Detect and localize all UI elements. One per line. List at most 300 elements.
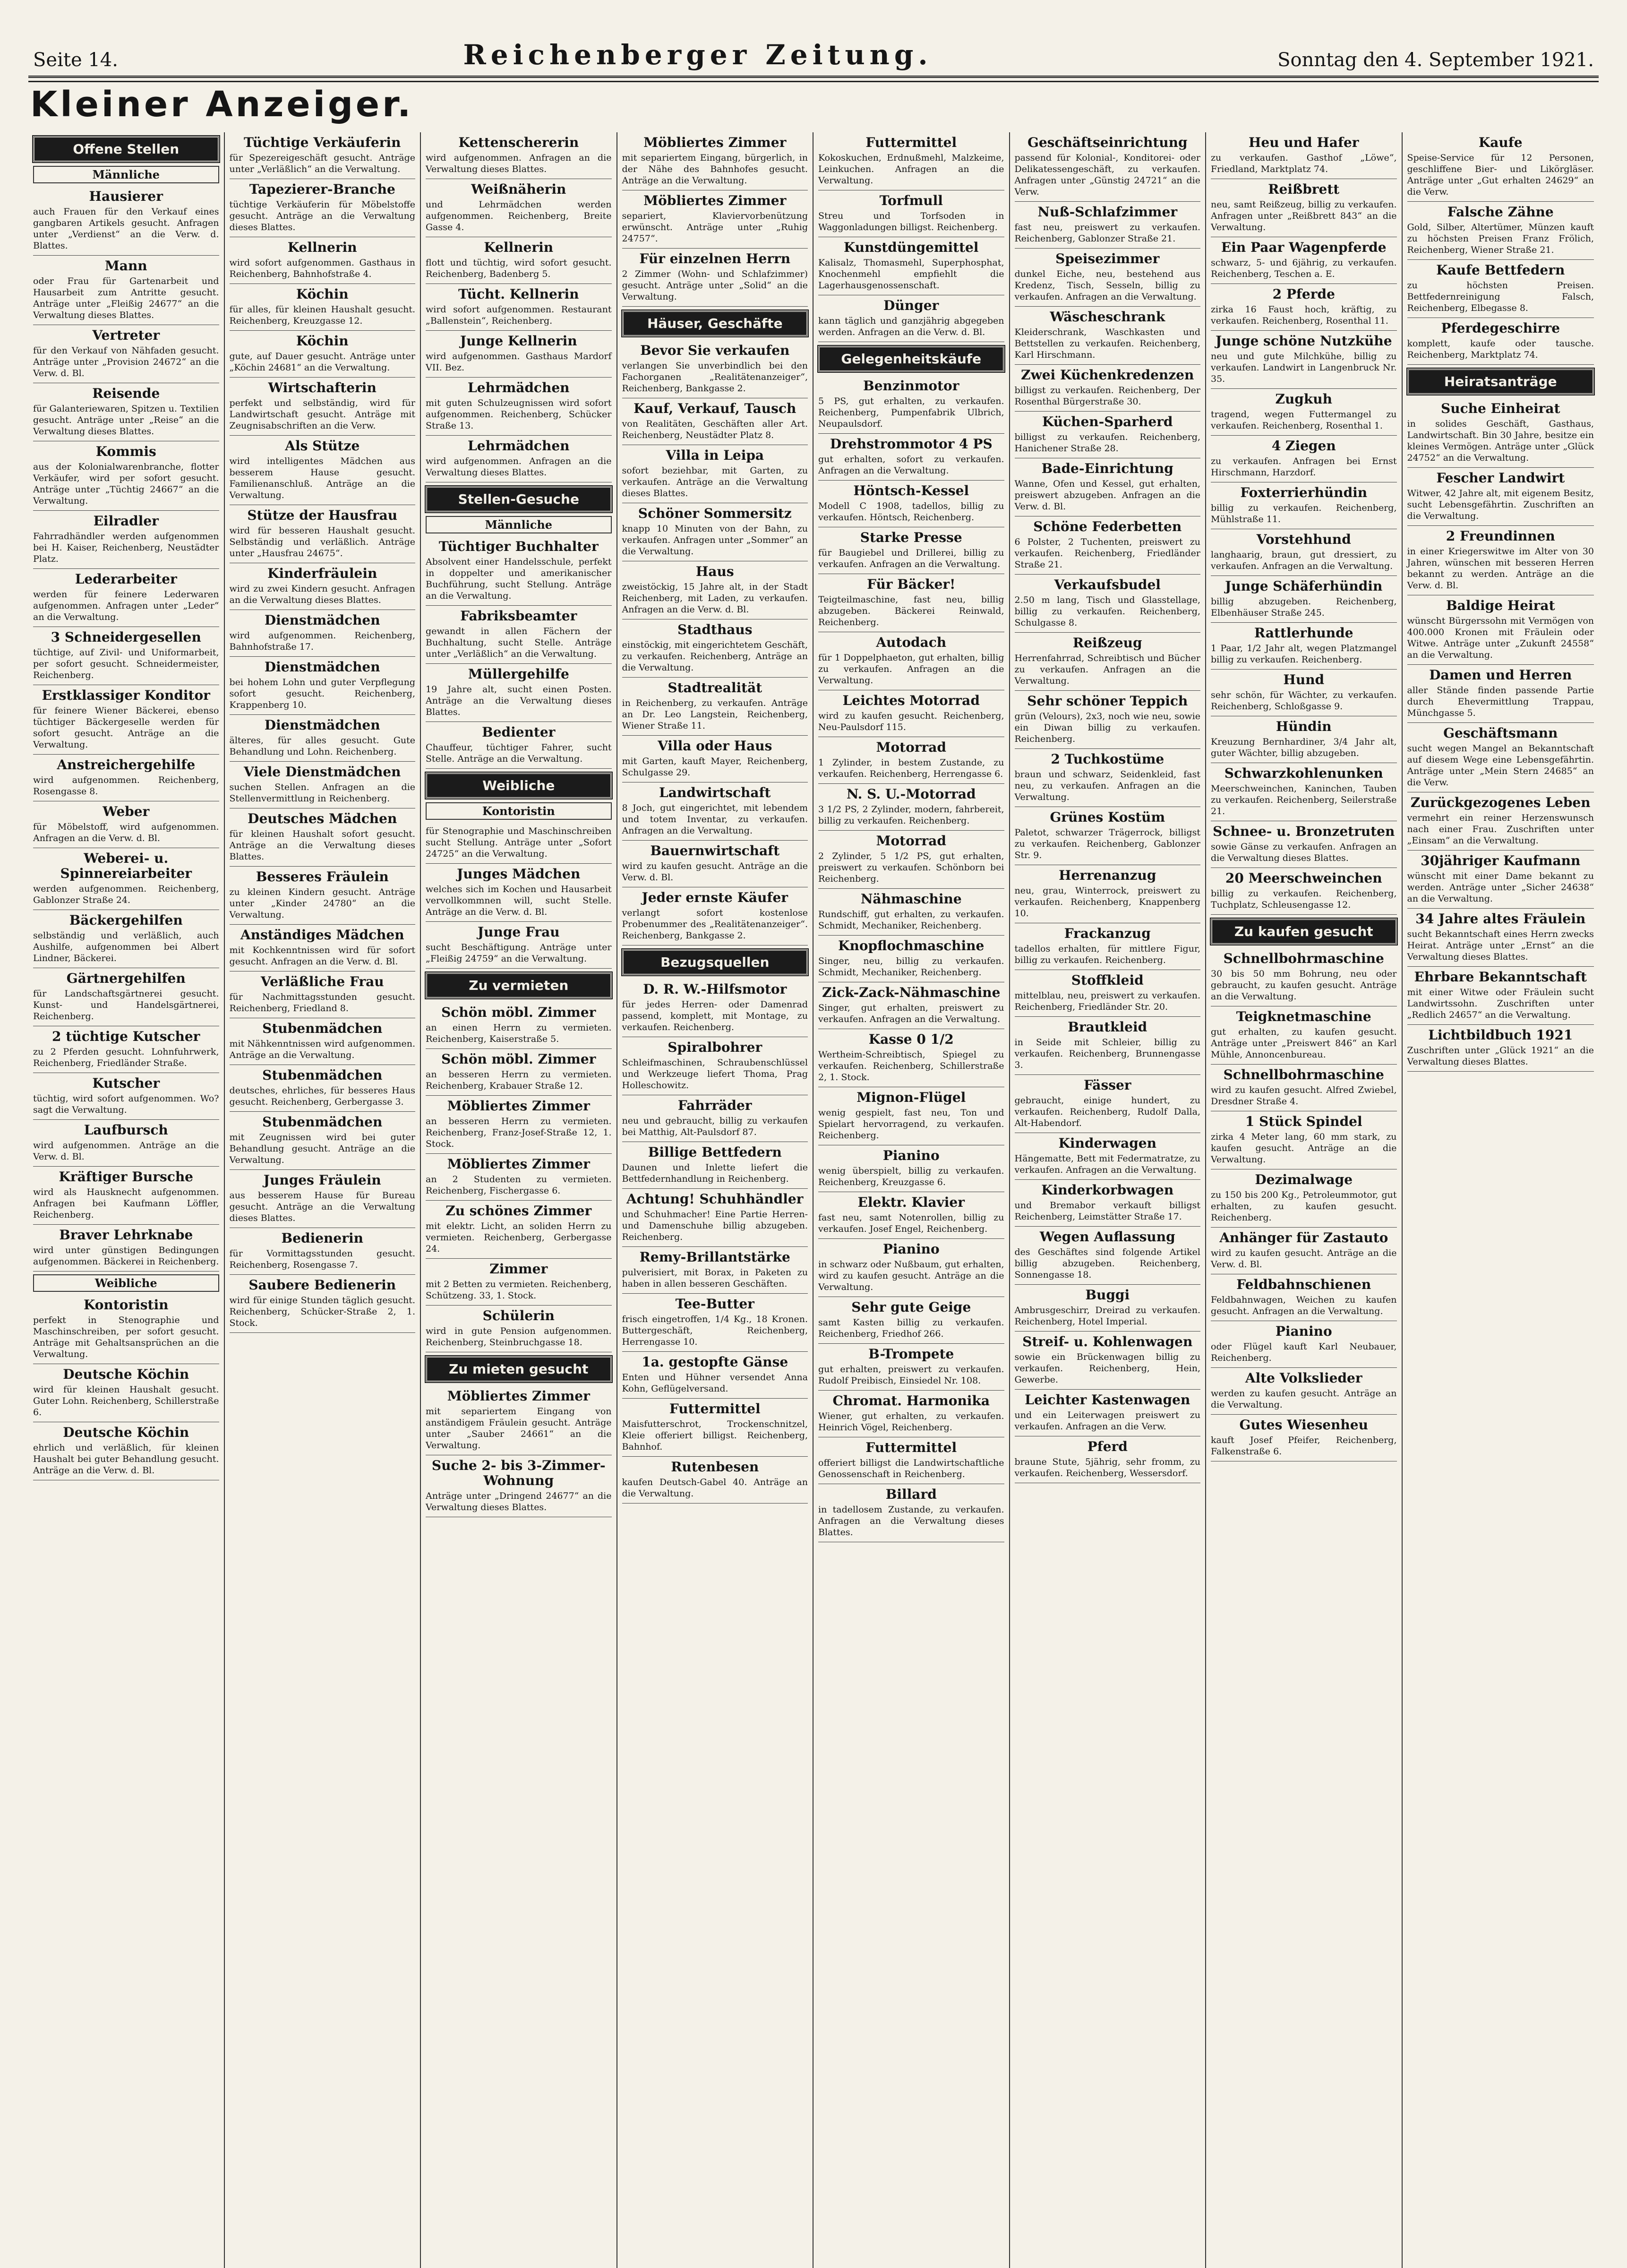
ad-body: an besseren Herrn zu vermieten. Reichenberg, Krabauer Straße 12. [426, 1069, 612, 1091]
classified-ad [1015, 633, 1201, 691]
classified-ad [1211, 132, 1397, 179]
ad-body: Feldbahnwagen, Weichen zu kaufen gesucht. Anfragen an die Verwaltung. [1211, 1295, 1397, 1316]
ad-title: Suche 2- bis 3-Zimmer-Wohnung [431, 1458, 606, 1488]
ad-body: für Galanteriewaren, Spitzen u. Textilien gesucht. Anträge unter „Reise“ an die Verwaltung dieses Blattes. [33, 404, 219, 437]
classified-ad [33, 755, 219, 801]
ad-title: Schwarzkohlenunken [1224, 765, 1383, 781]
classified-ad [818, 1437, 1004, 1484]
classified-ad [230, 925, 416, 971]
ad-title: Stubenmädchen [262, 1067, 383, 1083]
classified-ad [230, 179, 416, 237]
ad-title: Pianino [1275, 1323, 1332, 1339]
ad-body: wird aufgenommen. Gasthaus Mardorf VII. Bez. [426, 351, 612, 373]
ad-title: Buggi [1085, 1287, 1130, 1303]
ad-title: 34 Jahre altes Fräulein [1415, 911, 1586, 927]
classified-ad [1015, 923, 1201, 970]
ad-title: Bedienter [482, 724, 556, 740]
ad-body: wird aufgenommen. Reichenberg, Bahnhofstraße 17. [229, 630, 415, 652]
ad-body: Hängematte, Bett mit Federmatratze, zu verkaufen. Anfragen an die Verwaltung. [1014, 1153, 1200, 1175]
ad-body: 3 1/2 PS, 2 Zylinder, modern, fahrbereit, billig zu verkaufen. Reichenberg. [818, 804, 1004, 826]
ad-title: Stubenmädchen [262, 1021, 383, 1036]
classified-ad [818, 889, 1004, 936]
ad-title: Junge Schäferhündin [1225, 578, 1383, 594]
classified-ad [1407, 723, 1594, 792]
classified-ad [1407, 132, 1594, 202]
ad-body: von Realitäten, Geschäften aller Art. Reichenberg, Neustädter Platz 8. [622, 419, 808, 440]
ad-title: Pferd [1087, 1439, 1128, 1454]
ad-body: selbständig und verläßlich, auch Aushilfe, aufgenommen bei Albert Lindner, Bäckerei. [33, 930, 219, 963]
ad-title: Wegen Auflassung [1039, 1229, 1175, 1245]
ad-body: Zuschriften unter „Glück 1921“ an die Verwaltung dieses Blattes. [1407, 1045, 1594, 1067]
ad-body: in Seide mit Schleier, billig zu verkaufen. Reichenberg, Brunnengasse 3. [1014, 1037, 1200, 1070]
ad-body: an besseren Herrn zu vermieten. Reichenberg, Franz-Josef-Straße 12, 1. Stock. [426, 1116, 612, 1149]
ad-body: in einer Kriegerswitwe im Alter von 30 Jahren, wünschen mit besseren Herren bekannt zu werden. Anträge an die Verw. d. Bl. [1407, 546, 1594, 591]
ad-title: Kaufe Bettfedern [1436, 262, 1565, 278]
classified-ad [230, 808, 416, 867]
ad-title: Heu und Hafer [1248, 135, 1359, 150]
ad-body: welches sich im Kochen und Hausarbeit vervollkommnen will, sucht Stelle. Anträge an die Verw. d. Bl. [426, 884, 612, 917]
ad-title: Junge Frau [477, 924, 560, 940]
ad-title: Stadthaus [677, 622, 753, 637]
classified-ad [622, 249, 808, 307]
classified-ad [622, 445, 808, 503]
ad-title: Zu schönes Zimmer [445, 1203, 592, 1219]
ad-title: Kellnerin [484, 240, 554, 255]
ad-title: Schön möbl. Zimmer [441, 1051, 596, 1067]
classified-ad [1407, 526, 1594, 595]
ad-body: Fahrradhändler werden aufgenommen bei H. Kaiser, Reichenberg, Neustädter Platz. [33, 531, 219, 564]
ad-title: Anhänger für Zastauto [1219, 1230, 1388, 1246]
ad-title: Feldbahnschienen [1236, 1277, 1371, 1292]
ad-body: neu und gute Milchkühe, billig zu verkaufen. Landwirt in Langenbruck Nr. 35. [1211, 351, 1397, 384]
classified-ad [230, 715, 416, 762]
ad-body: mit Zeugnissen wird bei guter Behandlung gesucht. Anträge an die Verwaltung. [229, 1132, 415, 1165]
classified-ad [33, 848, 219, 910]
ad-body: wenig überspielt, billig zu verkaufen. Reichenberg, Kreuzgasse 6. [818, 1166, 1004, 1187]
classified-ad [1015, 307, 1201, 365]
ad-body: in Reichenberg, zu verkaufen. Anträge an Dr. Leo Langstein, Reichenberg, Wiener Straße 11. [622, 698, 808, 731]
ad-body: fast neu, preiswert zu verkaufen. Reichenberg, Gablonzer Straße 21. [1014, 222, 1200, 244]
ad-body: 1 Zylinder, in bestem Zustande, zu verkaufen. Reichenberg, Herrengasse 6. [818, 757, 1004, 779]
classified-ad [1211, 529, 1397, 576]
classified-ad [230, 657, 416, 715]
ad-body: wird zu kaufen gesucht. Anträge an die Verw. d. Bl. [622, 861, 808, 883]
ad-body: kauft Josef Pfeifer, Reichenberg, Falkenstraße 6. [1211, 1435, 1397, 1457]
newspaper-title: Reichenberger Zeitung. [463, 39, 933, 71]
section-heading: Offene Stellen [33, 136, 219, 162]
ad-body: schwarz, 5- und 6jährig, zu verkaufen. Reichenberg, Teschen a. E. [1211, 258, 1397, 279]
classified-ad [33, 1073, 219, 1120]
ad-body: tüchtige Verkäuferin für Möbelstoffe gesucht. Anträge an die Verwaltung dieses Blattes. [229, 199, 415, 232]
ad-title: Zwei Küchenkredenzen [1021, 367, 1194, 383]
ad-body: wird für besseren Haushalt gesucht. Selbständig und verläßlich. Anträge unter „Hausfrau 24675“. [229, 525, 415, 558]
ad-body: in solides Geschäft, Gasthaus, Landwirtschaft. Bin 30 Jahre, besitze ein kleines Vermögen. Anträge unter „Glück 24752“ an die Verwaltung. [1407, 419, 1594, 463]
ad-title: Fabriksbeamter [460, 608, 577, 624]
classified-ad [33, 910, 219, 968]
classified-ad [818, 481, 1004, 527]
ad-body: für 1 Doppelphaeton, gut erhalten, billig zu verkaufen. Anfragen an die Verwaltung. [818, 653, 1004, 686]
ad-title: Deutsches Mädchen [248, 811, 397, 826]
ad-title: Dienstmädchen [264, 612, 380, 628]
ad-body: zu kleinen Kindern gesucht. Anträge unter „Kinder 24780“ an die Verwaltung. [229, 887, 415, 920]
ad-body: wird zu kaufen gesucht. Anträge an die Verw. d. Bl. [1211, 1248, 1397, 1270]
classified-ad [1015, 458, 1201, 516]
classified-ad [622, 678, 808, 736]
ad-body: offeriert billigst die Landwirtschaftliche Genossenschaft in Reichenberg. [818, 1458, 1004, 1479]
ad-title: Herrenanzug [1059, 868, 1156, 883]
ad-title: Landwirtschaft [659, 785, 771, 800]
page-number: Seite 14. [33, 49, 118, 71]
classified-ad [1015, 132, 1201, 202]
ad-title: Baldige Heirat [1446, 598, 1555, 613]
ad-body: gut erhalten, zu kaufen gesucht. Anträge unter „Preiswert 846“ an Karl Mühle, Annoncenbureau. [1211, 1027, 1397, 1060]
ad-body: wird für kleinen Haushalt gesucht. Guter Lohn. Reichenberg, Schillerstraße 6. [33, 1384, 219, 1418]
ad-title: Frackanzug [1064, 926, 1151, 941]
header-rule [28, 81, 1599, 82]
classified-ad [1015, 1075, 1201, 1133]
ad-body: sucht Bekanntschaft eines Herrn zwecks Heirat. Anträge unter „Ernst“ an die Verwaltung dieses Blattes. [1407, 929, 1594, 962]
ad-title: Tücht. Kellnerin [458, 286, 579, 302]
ad-title: Lehrmädchen [467, 438, 570, 454]
ad-body: Chauffeur, tüchtiger Fahrer, sucht Stelle. Anträge an die Verwaltung. [426, 742, 612, 764]
ad-title: Müllergehilfe [468, 666, 569, 682]
ad-title: Reißzeug [1072, 635, 1142, 651]
classified-ad [33, 685, 219, 755]
ad-title: Damen und Herren [1429, 667, 1572, 683]
column-2 [225, 132, 421, 2268]
ad-body: für Vormittagsstunden gesucht. Reichenberg, Rosengasse 7. [229, 1248, 415, 1270]
classified-ad [1407, 1025, 1594, 1072]
section-heading: Häuser, Geschäfte [622, 310, 808, 336]
ad-title: Zick-Zack-Nähmaschine [822, 985, 1001, 1000]
classified-ad [426, 722, 612, 769]
ad-body: Wertheim-Schreibtisch, Spiegel zu verkaufen. Reichenberg, Schillerstraße 2, 1. Stock. [818, 1049, 1004, 1082]
classified-ad [426, 436, 612, 482]
ad-title: Bäckergehilfen [69, 912, 183, 928]
ad-body: 6 Polster, 2 Tuchenten, preiswert zu verkaufen. Reichenberg, Friedländer Straße 21. [1014, 537, 1200, 570]
ad-body: mit einer Witwe oder Fräulein sucht Landwirtssohn. Zuschriften unter „Redlich 24657“ an die Verwaltung. [1407, 987, 1594, 1020]
classified-ad [426, 1154, 612, 1201]
ad-title: Lichtbildbuch 1921 [1428, 1027, 1573, 1043]
classified-ad [230, 971, 416, 1018]
classified-ad [622, 503, 808, 561]
classified-ad [33, 1422, 219, 1480]
ad-body: wird intelligentes Mädchen aus besserem Hause gesucht. Familienanschluß. Anträge an die Verwaltung. [229, 456, 415, 500]
ad-body: Maisfutterschrot, Trockenschnitzel, Kleie offeriert billigst. Reichenberg, Bahnhof. [622, 1419, 808, 1452]
classified-ad [1015, 575, 1201, 633]
classified-ad [1015, 1390, 1201, 1436]
ad-title: Schnellbohrmaschine [1223, 951, 1384, 966]
ad-title: Wäscheschrank [1050, 309, 1165, 325]
ad-title: Tee-Butter [675, 1296, 754, 1312]
ad-title: Stadtrealität [668, 680, 762, 696]
classified-ad [622, 782, 808, 841]
ad-title: Mignon-Flügel [856, 1090, 966, 1105]
ad-body: sucht Beschäftigung. Anträge unter „Fleißig 24759“ an die Verwaltung. [426, 942, 612, 964]
ad-body: an 2 Studenten zu vermieten. Reichenberg, Fischergasse 6. [426, 1174, 612, 1196]
classified-ad [230, 867, 416, 925]
ad-body: mit elektr. Licht, an soliden Herrn zu vermieten. Reichenberg, Gerbergasse 24. [426, 1221, 612, 1254]
ad-body: mit Kochkenntnissen wird für sofort gesucht. Anfragen an die Verw. d. Bl. [229, 945, 415, 967]
ad-title: Haus [695, 564, 734, 579]
ad-body: für Baugiebel und Drillerei, billig zu verkaufen. Anfragen an die Verwaltung. [818, 548, 1004, 569]
ad-body: für kleinen Haushalt sofort gesucht. Anträge an die Verwaltung dieses Blattes. [229, 829, 415, 862]
ad-title: Teigknetmaschine [1236, 1009, 1371, 1024]
section-heading: Zu kaufen gesucht [1211, 919, 1397, 945]
classified-ad [1211, 331, 1397, 389]
classified-ad [1015, 516, 1201, 575]
classified-ad [622, 841, 808, 887]
classified-ad [622, 132, 808, 190]
ad-body: einstöckig, mit eingerichtetem Geschäft, zu verkaufen. Reichenberg, Anträge an die Verwaltung. [622, 640, 808, 673]
ad-title: Dienstmädchen [264, 717, 380, 733]
ad-body: 19 Jahre alt, sucht einen Posten. Anträge an die Verwaltung dieses Blattes. [426, 684, 612, 717]
classified-ad [622, 1399, 808, 1457]
classified-ad [1015, 970, 1201, 1017]
ad-body: gute, auf Dauer gesucht. Anträge unter „Köchin 24681“ an die Verwaltung. [229, 351, 415, 373]
classified-ad [1407, 909, 1594, 967]
ad-title: Billige Bettfedern [648, 1144, 782, 1160]
classified-ad [1015, 1436, 1201, 1483]
ad-title: Elektr. Klavier [857, 1194, 965, 1210]
ad-title: Geschäftseinrichtung [1027, 135, 1188, 150]
ad-title: B-Trompete [868, 1346, 954, 1362]
ad-body: mit separiertem Eingang, bürgerlich, in der Nähe des Bahnhofes gesucht. Anträge an die Verwaltung. [622, 153, 808, 186]
classified-ad [818, 376, 1004, 434]
ad-title: Kinderkorbwagen [1041, 1182, 1174, 1198]
ad-title: Köchin [296, 286, 349, 302]
classified-ad [33, 1120, 219, 1167]
classified-ad [426, 1455, 612, 1517]
ad-body: und Bremabor verkauft billigst Reichenberg, Leimstätter Straße 17. [1014, 1200, 1200, 1222]
classified-ad [622, 1247, 808, 1294]
ad-title: Foxterrierhündin [1240, 485, 1368, 500]
classified-ad [230, 132, 416, 179]
ad-title: Tapezierer-Branche [249, 181, 395, 197]
ad-body: für Nachmittagsstunden gesucht. Reichenberg, Friedland 8. [229, 992, 415, 1014]
ad-body: separiert, Klaviervorbenützung erwünscht. Anträge unter „Ruhig 24757“. [622, 211, 808, 244]
ad-body: aus der Kolonialwarenbranche, flotter Verkäufer, wird per sofort gesucht. Anträge unter „Tüchtig 24667“ an die Verwaltung. [33, 462, 219, 506]
ad-title: Braver Lehrknabe [59, 1227, 193, 1243]
ad-body: Kreuzung Bernhardiner, 3/4 Jahr alt, guter Wächter, billig abzugeben. [1211, 737, 1397, 758]
page-header [28, 33, 1599, 78]
ad-body: für jedes Herren- oder Damenrad passend, komplett, mit Montage, zu verkaufen. Reichenberg. [622, 999, 808, 1032]
ad-body: Kokoskuchen, Erdnußmehl, Malzkeime, Leinkuchen. Anfragen an die Verwaltung. [818, 153, 1004, 186]
classified-ad [622, 340, 808, 398]
classified-ad [1211, 948, 1397, 1006]
classified-ad [230, 1228, 416, 1275]
classified-ad [426, 1306, 612, 1352]
ad-body: tragend, wegen Futtermangel zu verkaufen. Reichenberg, Rosenthal 1. [1211, 409, 1397, 431]
classified-ad [230, 436, 416, 505]
classified-ad [230, 610, 416, 657]
ad-body: oder Frau für Gartenarbeit und Hausarbeit zum Antritte gesucht. Anträge unter „Fleißig 24677“ an die Verwaltung dieses Blattes. [33, 276, 219, 320]
ad-body: Absolvent einer Handelsschule, perfekt in doppelter und amerikanischer Buchführung, sucht Stellung. Anträge an die Verwaltung. [426, 557, 612, 601]
classified-ad [1211, 1006, 1397, 1065]
classified-ad [1211, 1111, 1397, 1169]
classified-ad [1211, 821, 1397, 868]
ad-title: Remy-Brillantstärke [639, 1249, 790, 1265]
ad-body: des Geschäftes sind folgende Artikel billig abzugeben. Reichenberg, Sonnengasse 18. [1014, 1247, 1200, 1280]
ad-title: Stoffkleid [1071, 972, 1144, 988]
ad-title: Motorrad [876, 833, 946, 849]
classified-ad [230, 1170, 416, 1228]
ad-body: kaufen Deutsch-Gabel 40. Anträge an die Verwaltung. [622, 1477, 808, 1499]
ad-body: mit guten Schulzeugnissen wird sofort aufgenommen. Reichenberg, Schücker Straße 13. [426, 398, 612, 431]
classified-ad [1015, 807, 1201, 865]
classified-ad [622, 190, 808, 249]
ad-title: Futtermittel [669, 1401, 761, 1417]
classified-ad [1211, 1368, 1397, 1415]
ad-title: Höntsch-Kessel [853, 483, 969, 498]
classified-ad [622, 887, 808, 945]
classified-ad [1211, 1169, 1397, 1228]
ad-title: Schnellbohrmaschine [1223, 1067, 1384, 1082]
classified-ad [426, 179, 612, 237]
ad-title: Nuß-Schlafzimmer [1037, 204, 1178, 220]
ad-title: Kellnerin [287, 240, 357, 255]
ad-body: mit Garten, kauft Mayer, Reichenberg, Schulgasse 29. [622, 756, 808, 778]
classified-ad [1015, 1332, 1201, 1390]
classified-ad [33, 1167, 219, 1225]
ad-title: Stubenmädchen [262, 1114, 383, 1130]
ad-body: fast neu, samt Notenrollen, billig zu verkaufen. Josef Engel, Reichenberg. [818, 1212, 1004, 1234]
classified-ad [818, 1192, 1004, 1239]
ad-title: Dienstmädchen [264, 659, 380, 675]
ad-title: Kommis [95, 444, 156, 459]
ad-title: Pferdegeschirre [1441, 320, 1560, 336]
ad-body: bei hohem Lohn und guter Verpflegung sofort gesucht. Reichenberg, Krappenberg 10. [229, 677, 415, 710]
ad-title: Bedienerin [281, 1230, 363, 1246]
subsection-heading: Männliche [426, 516, 612, 533]
ad-title: Kinderwagen [1058, 1135, 1156, 1151]
ad-body: neu und gebraucht, billig zu verkaufen bei Matthig, Alt-Paulsdorf 87. [622, 1116, 808, 1137]
ad-body: Wiener, gut erhalten, zu verkaufen. Heinrich Vögel, Reichenberg. [818, 1411, 1004, 1433]
ad-title: Vorstehhund [1256, 532, 1351, 547]
ad-title: Villa oder Haus [658, 738, 772, 754]
ad-title: 2 Pferde [1272, 286, 1335, 302]
ad-title: Lederarbeiter [75, 571, 177, 587]
ad-body: 2 Zimmer (Wohn- und Schlafzimmer) gesucht. Anträge unter „Solid“ an die Verwaltung. [622, 269, 808, 302]
ad-body: und ein Leiterwagen preiswert zu verkaufen. Anfragen an die Verw. [1014, 1410, 1200, 1432]
ad-title: Benzinmotor [863, 378, 959, 394]
ad-title: Sehr gute Geige [851, 1299, 971, 1315]
ad-title: Villa in Leipa [666, 447, 764, 463]
column-8 [1403, 132, 1599, 2268]
classified-ad [1015, 1227, 1201, 1285]
ad-title: Falsche Zähne [1447, 204, 1554, 220]
classified-ad [1407, 665, 1594, 723]
classified-ad [622, 619, 808, 678]
ad-body: wird sofort aufgenommen. Gasthaus in Reichenberg, Bahnhofstraße 4. [229, 258, 415, 279]
classified-ad [818, 831, 1004, 889]
classified-ad [818, 982, 1004, 1029]
ad-body: in schwarz oder Nußbaum, gut erhalten, wird zu kaufen gesucht. Anträge an die Verwaltung. [818, 1259, 1004, 1292]
ad-title: Bevor Sie verkaufen [640, 343, 790, 358]
classified-ad [1407, 318, 1594, 365]
classified-ad [1211, 1228, 1397, 1274]
ad-title: Junges Mädchen [457, 866, 581, 882]
ad-title: Schöner Sommersitz [638, 506, 792, 521]
ad-title: Pianino [882, 1148, 940, 1163]
ad-title: 30jähriger Kaufmann [1421, 853, 1581, 868]
ad-body: wird als Hausknecht aufgenommen. Anfragen bei Kaufmann Löffler, Reichenberg. [33, 1187, 219, 1220]
classified-ad [230, 563, 416, 610]
ad-body: billigst zu verkaufen. Reichenberg, Hanichener Straße 28. [1014, 432, 1200, 454]
classified-ad [818, 574, 1004, 632]
ad-body: wird zu kaufen gesucht. Alfred Zwiebel, Dresdner Straße 4. [1211, 1085, 1397, 1107]
ad-body: wird für einige Stunden täglich gesucht. Reichenberg, Schücker-Straße 2, 1. Stock. [229, 1295, 415, 1328]
classified-ad [1211, 436, 1397, 482]
ad-body: für Stenographie und Maschinschreiben sucht Stellung. Anträge unter „Sofort 24725“ an die Verwaltung. [426, 826, 612, 859]
classified-ad [426, 1049, 612, 1096]
classified-ad [1211, 482, 1397, 529]
classified-ad [426, 378, 612, 436]
ad-body: wenig gespielt, fast neu, Ton und Spielart hervorragend, zu verkaufen. Reichenberg. [818, 1108, 1004, 1141]
ad-body: und Lehrmädchen werden aufgenommen. Reichenberg, Breite Gasse 4. [426, 199, 612, 232]
ad-body: werden zu kaufen gesucht. Anträge an die Verwaltung. [1211, 1388, 1397, 1410]
classified-ad [818, 1484, 1004, 1542]
classified-ad [1407, 967, 1594, 1025]
ad-title: Küchen-Sparherd [1042, 414, 1173, 430]
ad-body: billig zu verkaufen. Reichenberg, Mühlstraße 11. [1211, 503, 1397, 524]
classified-ad [1407, 202, 1594, 260]
ad-body: verlangt sofort kostenlose Probenummer des „Realitätenanzeiger“. Reichenberg, Bankgasse 2. [622, 908, 808, 941]
classified-ad [818, 784, 1004, 831]
ad-body: zu verkaufen. Gasthof „Löwe“, Friedland, Marktplatz 74. [1211, 153, 1397, 174]
ad-body: suchen Stellen. Anfragen an die Stellenvermittlung in Reichenberg. [229, 782, 415, 804]
ad-body: Witwer, 42 Jahre alt, mit eigenem Besitz, sucht Lebensgefährtin. Zuschriften an die Verwaltung. [1407, 488, 1594, 521]
ad-body: für feinere Wiener Bäckerei, ebenso tüchtiger Bäckergeselle werden für sofort gesucht. Anträge an die Verwaltung. [33, 705, 219, 750]
ad-columns [28, 132, 1599, 2268]
ad-title: Pianino [882, 1241, 940, 1257]
classified-ad [1407, 850, 1594, 909]
ad-title: Schön möbl. Zimmer [441, 1005, 596, 1020]
classified-ad [818, 1029, 1004, 1087]
ad-body: älteres, für alles gesucht. Gute Behandlung und Lohn. Reichenberg. [229, 735, 415, 757]
ad-title: Dünger [883, 298, 939, 313]
ad-title: Für einzelnen Herrn [639, 251, 791, 266]
ad-body: wird aufgenommen. Anträge an die Verw. d. Bl. [33, 1140, 219, 1162]
classified-ad [33, 511, 219, 569]
classified-ad [1211, 389, 1397, 436]
classified-ad [33, 441, 219, 511]
classified-ad [1211, 284, 1397, 331]
ad-body: mit 2 Betten zu vermieten. Reichenberg, Schützeng. 33, 1. Stock. [426, 1279, 612, 1301]
classified-ad [230, 1112, 416, 1170]
column-6 [1010, 132, 1207, 2268]
ad-body: in tadellosem Zustande, zu verkaufen. Anfragen an die Verwaltung dieses Blattes. [818, 1504, 1004, 1538]
ad-title: Tüchtige Verkäuferin [244, 135, 401, 150]
ad-body: Wanne, Ofen und Kessel, gut erhalten, preiswert abzugeben. Anfragen an die Verw. d. Bl. [1014, 479, 1200, 512]
classified-ad [426, 284, 612, 331]
ad-body: werden aufgenommen. Reichenberg, Gablonzer Straße 24. [33, 884, 219, 905]
classified-ad [818, 1297, 1004, 1344]
ad-body: für Spezereigeschäft gesucht. Anträge unter „Verläßlich“ an die Verwaltung. [229, 153, 415, 174]
ad-body: wird unter günstigen Bedingungen aufgenommen. Bäckerei in Reichenberg. [33, 1245, 219, 1267]
ad-body: Schleifmaschinen, Schraubenschlüssel und Werkzeuge liefert Thoma, Prag Holleschowitz. [622, 1057, 808, 1091]
classified-ad [426, 1259, 612, 1306]
ad-body: für Landschaftsgärtnerei gesucht. Kunst- und Handelsgärtnerei, Reichenberg. [33, 988, 219, 1022]
ad-title: Möbliertes Zimmer [447, 1388, 590, 1404]
ad-body: Kleiderschrank, Waschkasten und Bettstellen zu verkaufen. Reichenberg, Karl Hirschmann. [1014, 327, 1200, 360]
ad-body: werden für feinere Lederwaren aufgenommen. Anfragen unter „Leder“ an die Verwaltung. [33, 589, 219, 622]
section-heading: Stellen-Gesuche [426, 486, 612, 512]
classified-ad [1211, 1321, 1397, 1368]
ad-title: Möbliertes Zimmer [447, 1156, 590, 1172]
subsection-heading: Kontoristin [426, 802, 612, 820]
ad-title: Anstreichergehilfe [57, 757, 196, 773]
